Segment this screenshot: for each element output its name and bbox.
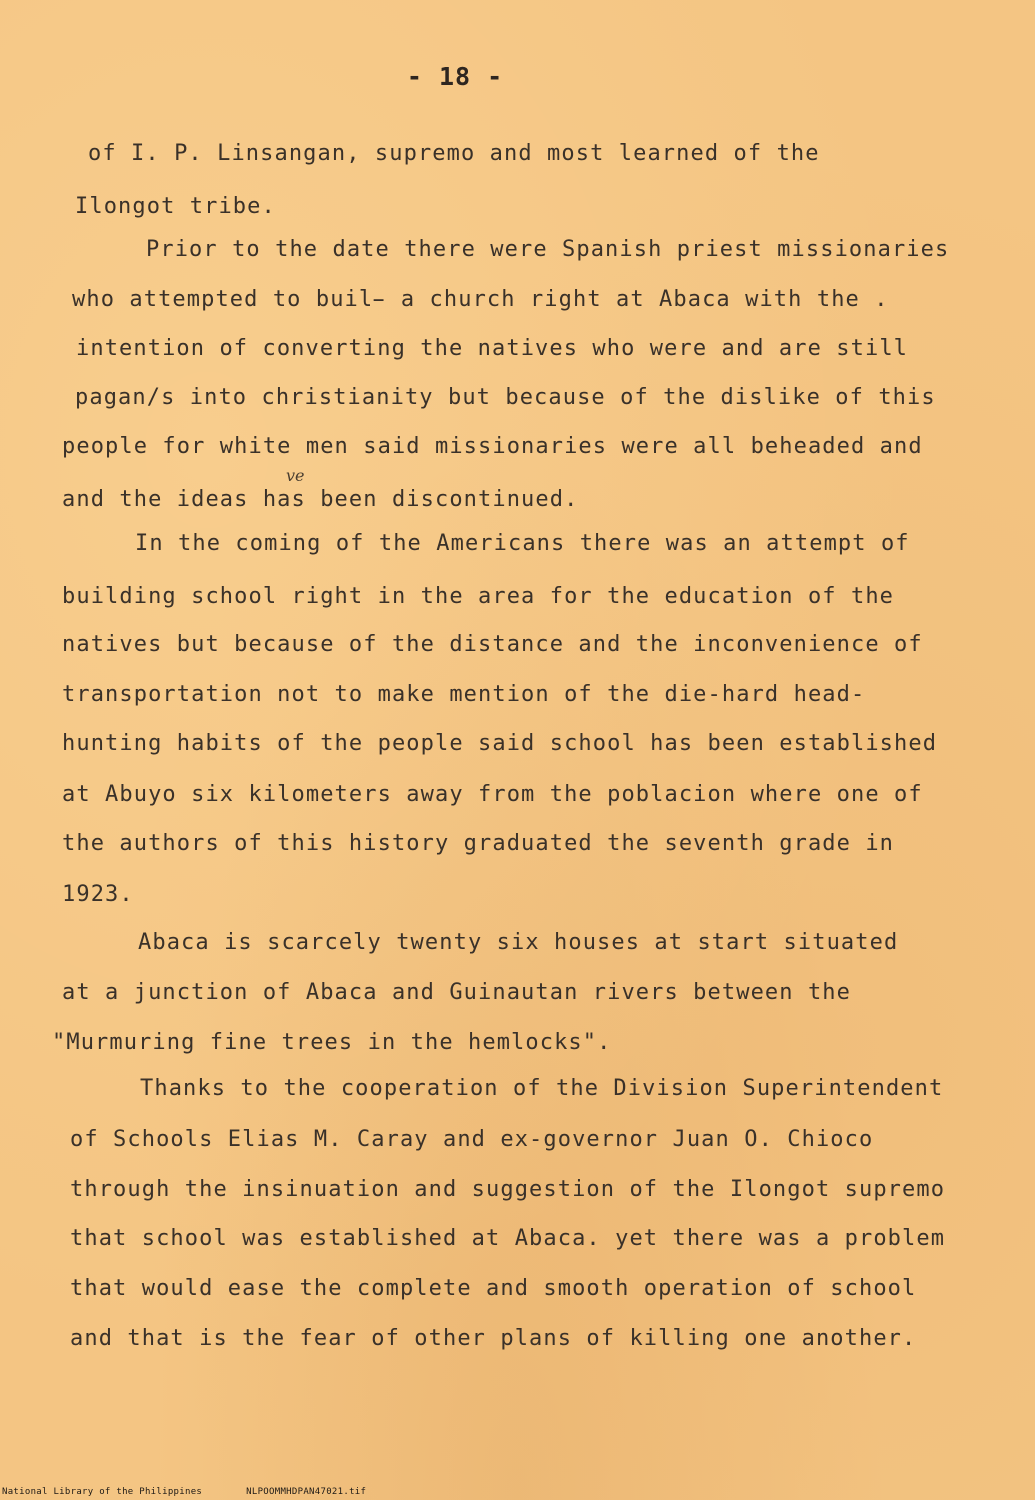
text-line: Thanks to the cooperation of the Division Superintendent [140, 1076, 944, 1101]
text-line: at a junction of Abaca and Guinautan rivers between the [62, 980, 851, 1005]
text-line: hunting habits of the people said school has been established [62, 731, 938, 756]
text-line: at Abuyo six kilometers away from the poblacion where one of [62, 782, 923, 807]
text-line: Prior to the date there were Spanish priest missionaries [146, 237, 950, 262]
text-line: In the coming of the Americans there was an attempt of [135, 531, 910, 556]
footer-filename: NLPOOMMHDPAN47021.tif [246, 1487, 367, 1497]
text-line: that would ease the complete and smooth operation of school [70, 1276, 917, 1301]
text-line: pagan/s into christianity but because of the dislike of this [75, 385, 936, 410]
text-line: and the ideas has been discontinued. [62, 487, 579, 512]
text-line: and that is the fear of other plans of killing one another. [70, 1326, 917, 1351]
text-line: people for white men said missionaries were all beheaded and [62, 434, 923, 459]
text-line: of I. P. Linsangan, supremo and most learned of the [88, 141, 820, 166]
text-line: natives but because of the distance and the inconvenience of [62, 632, 923, 657]
handwritten-annotation: ve [286, 466, 305, 485]
footer-library: National Library of the Philippines [2, 1487, 203, 1497]
text-line: the authors of this history graduated the seventh grade in [62, 831, 895, 856]
text-line: building school right in the area for the education of the [62, 584, 895, 609]
text-line: intention of converting the natives who were and are still [76, 336, 909, 361]
scan-footer [2, 1487, 410, 1497]
text-line: "Murmuring fine trees in the hemlocks". [52, 1030, 612, 1055]
text-line: through the insinuation and suggestion of the Ilongot supremo [70, 1177, 946, 1202]
text-line: of Schools Elias M. Caray and ex-governor Juan O. Chioco [70, 1127, 874, 1152]
text-line: Ilongot tribe. [75, 194, 276, 219]
page-number: - 18 - [406, 62, 504, 91]
text-line: who attempted to buil̵ a church right at Abaca with the . [72, 287, 889, 312]
text-line: Abaca is scarcely twenty six houses at start situated [138, 930, 899, 955]
text-line: that school was established at Abaca. yet there was a problem [70, 1226, 946, 1251]
text-line: transportation not to make mention of the die-hard head- [62, 682, 866, 707]
text-line: 1923. [62, 882, 134, 907]
